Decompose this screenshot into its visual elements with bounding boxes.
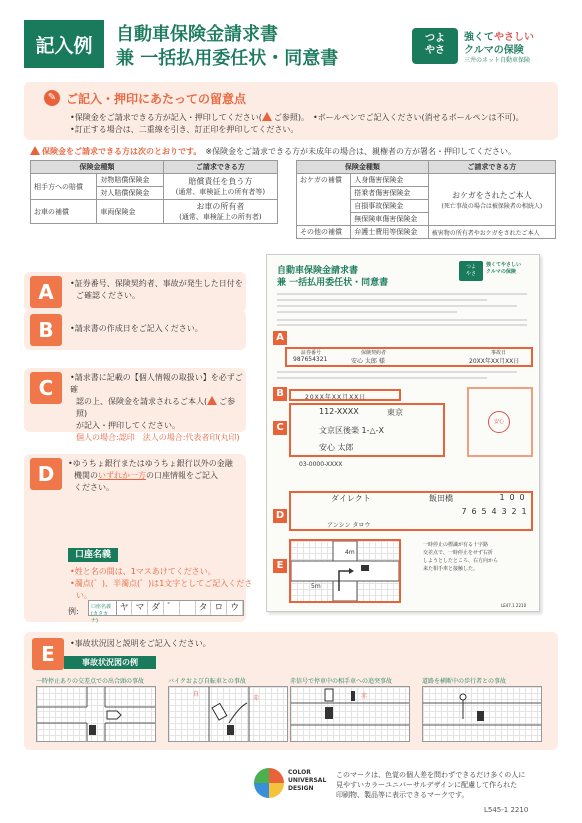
form-date-label: 事故日 (491, 350, 507, 356)
form-seal-box (467, 387, 533, 457)
account-digit: 1 (521, 507, 527, 516)
table-cell: 車両保険金 (97, 200, 163, 224)
form-policy-label: 証券番号 (301, 350, 322, 356)
cud-text3: 印刷物、製品等に表示できるマークです。 (336, 791, 469, 799)
section-c-line3: が記入・押印してください。 (76, 421, 180, 430)
section-c (24, 368, 246, 442)
diagram-caption-2: バイクおよび自転車との事故 (168, 678, 246, 685)
form-distance-2: 5m (311, 583, 321, 590)
form-box-c (289, 403, 445, 457)
example-cell: ロ (211, 601, 227, 615)
form-marker-a: A (273, 331, 287, 345)
claimant-note-rest: ※保険金をご請求できる方が未成年の場合は、親権者の方が署名・押印してください。 (205, 147, 517, 156)
notice-line1a: •保険金をご請求できる方が記入・押印してください( (70, 113, 262, 122)
cud-text2: 見やすいカラーユニバーサルデザインに配慮して作られた (336, 781, 518, 789)
account-digit: 4 (491, 507, 497, 516)
table-cell: 賠償責任を負う方 (188, 177, 253, 186)
warning-icon (30, 146, 40, 155)
pedestrian-sketch (423, 687, 541, 741)
form-create-date: 20XX年XX月XX日 (305, 394, 367, 401)
branch-digit: 0 (519, 493, 525, 502)
form-policy-no: 987654321 (293, 356, 328, 363)
form-marker-b: B (273, 387, 287, 401)
section-c-line1: •請求書に記載の【個人情報の取扱い】を必ずご確 (70, 373, 243, 394)
form-brand-logo (459, 261, 535, 285)
brand-logo-box: つよ やさ (412, 28, 458, 64)
brand-company: 三井のネット自動車保険 (464, 57, 531, 64)
section-letter: A (30, 276, 62, 308)
section-d (24, 454, 246, 622)
account-rule-1: •姓と名の間は、1マスあけてください。 (70, 567, 216, 576)
form-subtitle: 兼 一括払用委任状・同意書 (277, 278, 389, 288)
section-c-line2a: 認の上、保険金を請求されるご本人( (76, 397, 208, 406)
brand-tagline-b: やさしい (494, 32, 534, 43)
form-box-a (285, 347, 533, 367)
section-b (24, 310, 246, 350)
section-c-line4: 個人の場合:認印 法人の場合:代表者印(丸印) (76, 433, 240, 442)
section-letter: B (30, 314, 62, 346)
table-cell: その他の補償 (297, 226, 351, 239)
diagram-label-self: 自 (193, 691, 200, 698)
form-pref: 東京 (387, 408, 403, 417)
account-digit: 3 (501, 507, 507, 516)
section-a (24, 272, 246, 312)
example-cell: タ (196, 601, 212, 615)
form-box-b (289, 389, 401, 401)
table-cell: 弁護士費用等保険金 (351, 226, 429, 239)
form-marker-c: C (273, 421, 287, 435)
account-name-example (88, 600, 244, 624)
form-box-e (289, 539, 401, 603)
form-bank: ダイレクト (331, 494, 371, 503)
notice-line2: •訂正する場合は、二重線を引き、訂正印を押印してください。 (70, 125, 299, 134)
cud-description (336, 770, 525, 800)
cud-logo-mark (254, 768, 284, 798)
form-address: 文京区後楽 1-△-X (319, 426, 385, 435)
section-d-line1: •ゆうちょ銀行またはゆうちょ銀行以外の金融 (68, 459, 233, 468)
claim-form-preview (266, 254, 540, 612)
claimant-note (30, 146, 516, 157)
diagram-intersection (36, 686, 156, 742)
example-label: 例: (68, 607, 79, 616)
table-cell: 対物賠償保険金 (97, 174, 163, 187)
diagram-caption-4: 道路を横断中の歩行者との事故 (422, 678, 507, 685)
notice-line1c: •ボールペンでご記入ください(消せるボールペンは不可)。 (312, 113, 524, 122)
notice-panel (24, 82, 558, 140)
form-distance-1: 4m (345, 549, 355, 556)
claimant-table-right (296, 160, 556, 239)
cud-l2: UNIVERSAL (288, 777, 327, 784)
branch-digit: 1 (499, 493, 505, 502)
diagram-bike (168, 686, 288, 742)
page-title: 自動車保険金請求書 (116, 24, 278, 45)
brand-logo (412, 28, 558, 70)
page-subtitle: 兼 一括払用委任状・同意書 (116, 48, 339, 69)
diagram-caption-3: 赤信号で停車中の相手車への追突事故 (290, 678, 393, 685)
bike-sketch (169, 687, 287, 741)
form-branch: 飯田橋 (429, 494, 453, 503)
cud-l3: DESIGN (288, 785, 314, 792)
section-letter: E (32, 638, 64, 670)
table-cell: 無保険車傷害保険金 (351, 213, 429, 226)
form-phone: 03-0000-XXXX (299, 461, 343, 468)
form-version: LE47.1 2210 (501, 603, 527, 608)
cud-text1: このマークは、色覚の個人差を問わずできるだけ多くの人に (336, 771, 526, 779)
table-cell: 人身傷害保険金 (351, 174, 429, 187)
table-header: ご請求できる方 (428, 161, 555, 174)
example-cell: ダ (148, 601, 164, 615)
account-digit: 2 (511, 507, 517, 516)
example-cell: ヤ (117, 601, 133, 615)
form-holder: 安心 太郎 様 (351, 358, 385, 365)
diagram-label-red: 赤 (361, 693, 368, 700)
example-cell: ゛ (164, 601, 180, 615)
brand-tagline-a: 強くて (464, 32, 494, 43)
intersection-sketch (37, 687, 155, 741)
table-cell: (通常、車検証上の所有者) (179, 213, 262, 221)
account-digit: 7 (461, 507, 467, 516)
claimant-note-lead: 保険金をご請求できる方は次のとおりです。 (42, 147, 198, 156)
form-name: 安心 太郎 (319, 443, 354, 452)
table-cell: おケガをされたご本人 (451, 190, 532, 200)
account-name-label: 口座名義 (68, 548, 118, 562)
warning-icon (207, 396, 217, 405)
claimant-table-left (30, 160, 278, 224)
form-marker-d: D (273, 509, 287, 523)
table-cell: お車の所有者 (196, 202, 245, 211)
account-digit: 5 (481, 507, 487, 516)
table-cell: 対人賠償保険金 (97, 187, 163, 200)
section-e-line1: •事故状況図と説明をご記入ください。 (70, 639, 211, 648)
example-cell: ウ (227, 601, 243, 615)
brand-name: クルマの保険 (464, 45, 524, 56)
diagram-rear-end (290, 686, 410, 742)
section-d-line2c: の口座情報をご記入 (146, 471, 218, 480)
form-logo-t1: 強くてやさしい (486, 262, 522, 268)
pencil-icon: ✎ (44, 90, 60, 106)
form-title: 自動車保険金請求書 (277, 266, 359, 276)
seal-stamp: 安心 (488, 411, 510, 433)
form-logo-t2: クルマの保険 (486, 269, 516, 275)
table-cell: (死亡事故の場合は被保険者の相続人) (441, 202, 543, 210)
example-cell: マ (132, 601, 148, 615)
section-c-line2b: ご参照) (76, 397, 236, 418)
table-header: ご請求できる方 (163, 161, 277, 174)
diagram-pedestrian (422, 686, 542, 742)
notice-line1b: ご参照)。 (273, 113, 305, 122)
diagram-label-red: 赤 (253, 695, 260, 702)
table-header: 保険金種類 (31, 161, 164, 174)
section-letter: D (30, 458, 62, 490)
section-a-line2: ご確認ください。 (76, 291, 140, 300)
section-letter: C (30, 372, 62, 404)
diagram-caption-1: 一時停止ありの交差点での出合頭の事故 (36, 678, 145, 685)
table-cell: 被害物の所有者やおケガをされたご本人 (428, 226, 555, 239)
section-b-line1: •請求書の作成日をご記入ください。 (70, 324, 203, 333)
notice-heading: ご記入・押印にあたっての留意点 (66, 92, 247, 106)
table-cell: お車の補償 (31, 200, 97, 224)
table-cell: おケガの補償 (297, 174, 351, 226)
form-accident-date: 20XX年XX月XX日 (469, 358, 520, 365)
section-a-line1: •証券番号、保険契約者、事故が発生した日付を (70, 279, 243, 288)
account-rule-3: い。 (76, 591, 92, 600)
section-d-line2b: いずれか一方 (98, 471, 146, 480)
cud-l1: COLOR (288, 769, 311, 776)
cud-logo (254, 766, 327, 800)
account-digit: 6 (471, 507, 477, 516)
form-box-d (289, 491, 533, 531)
form-logo-box: つよ やさ (459, 261, 483, 281)
example-box-label: 口座名義(カタカナ) (89, 601, 117, 615)
table-cell: (通常、車検証上の所有者等) (175, 188, 266, 196)
branch-digit: 0 (509, 493, 515, 502)
table-cell: 自損事故保険金 (351, 200, 429, 213)
form-marker-e: E (273, 559, 287, 573)
form-explanation: 一時停止の標識が有る十字路 交差点で、一時停止をせず右折 しようとしたところ、右方向から 来た相手車と接触した。 (423, 542, 499, 572)
section-d-line2a: 機関の (74, 471, 98, 480)
table-cell: 搭乗者傷害保険金 (351, 187, 429, 200)
form-account-kana: アンシン タロウ (327, 522, 371, 529)
accident-example-label: 事故状況図の例 (64, 656, 156, 669)
form-zip: 112-XXXX (319, 407, 359, 416)
example-badge: 記入例 (24, 20, 104, 68)
table-cell: 相手方への賠償 (31, 174, 97, 200)
document-code: L545-1 2210 (484, 806, 529, 814)
warning-icon (262, 112, 272, 121)
section-d-line3: ください。 (74, 483, 114, 492)
form-holder-label: 保険契約者 (361, 350, 387, 356)
table-header: 保険金種類 (297, 161, 429, 174)
account-rule-2: •濁点(゛)、半濁点(゜)は1文字としてご記入くださ (70, 579, 253, 588)
example-cell (180, 601, 196, 615)
rear-end-sketch (291, 687, 409, 741)
